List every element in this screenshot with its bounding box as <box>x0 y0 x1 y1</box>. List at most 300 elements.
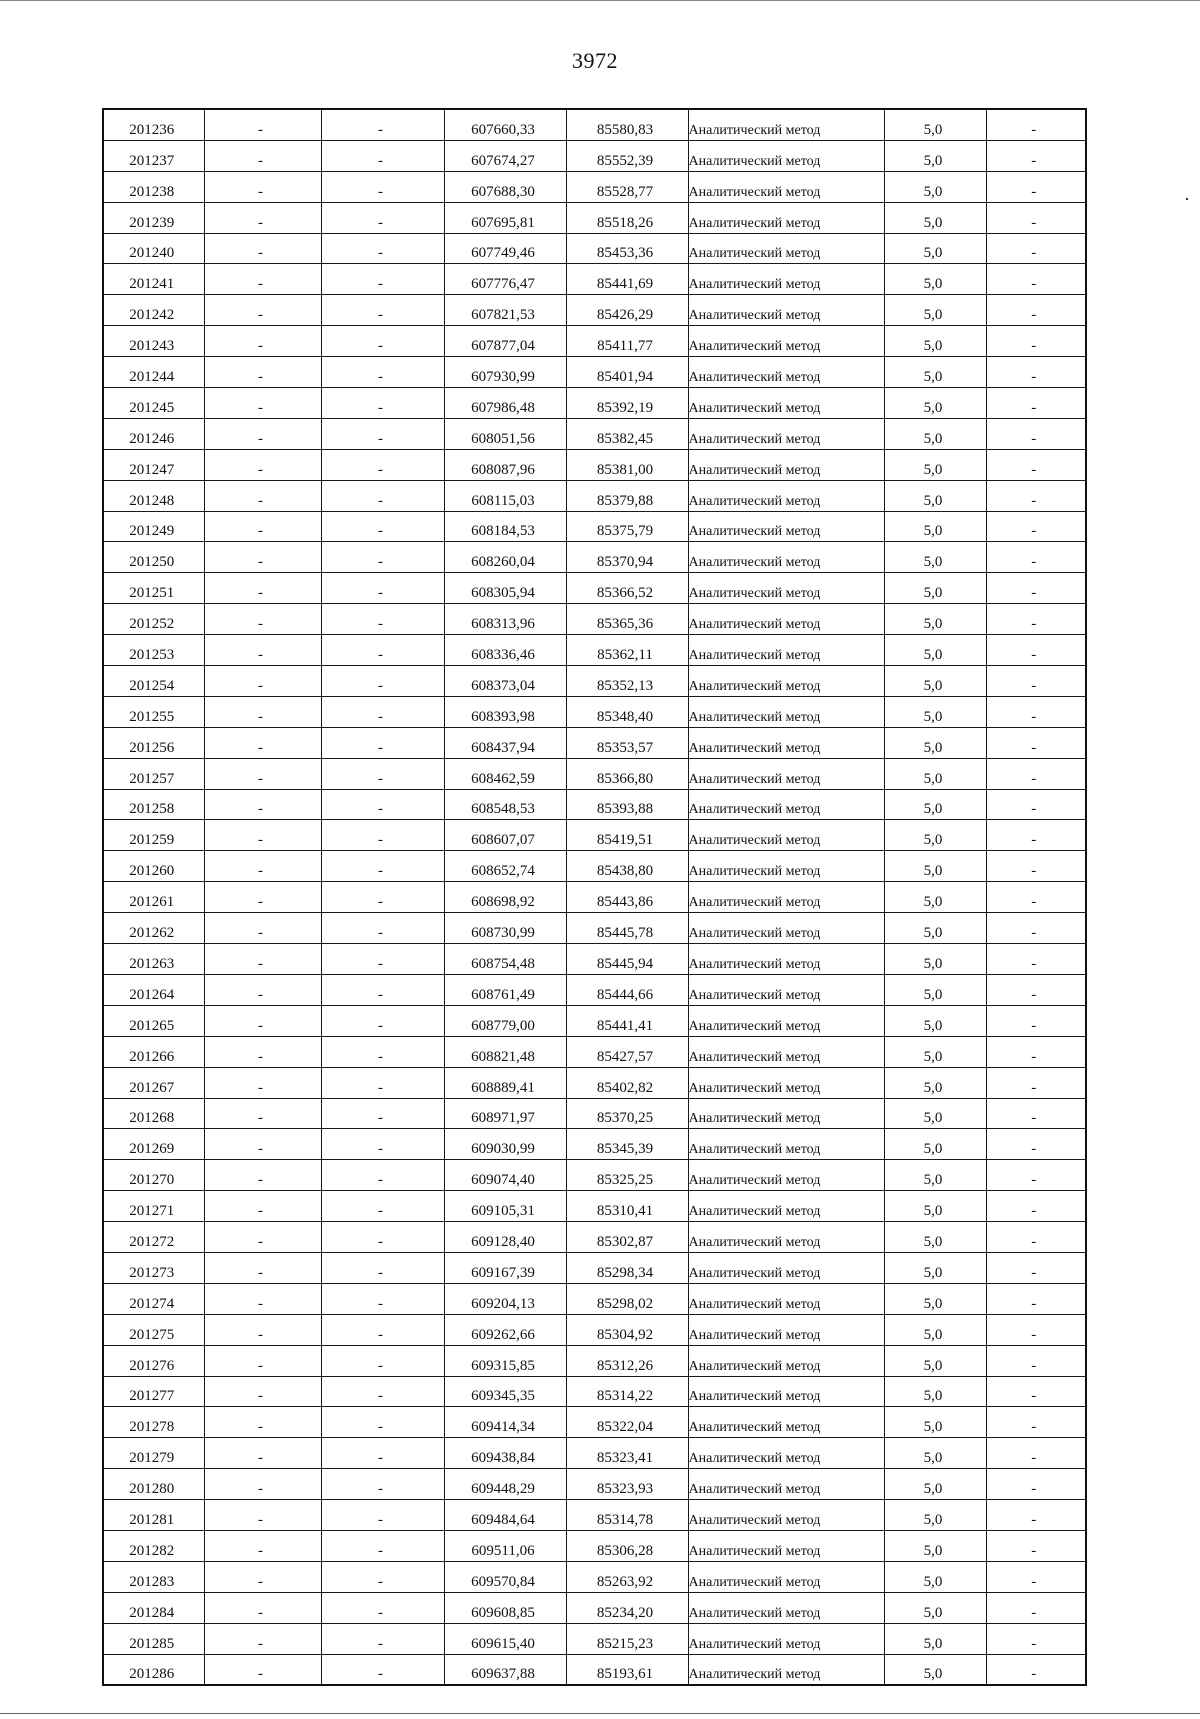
point-number-cell: 201266 <box>103 1036 204 1067</box>
accuracy-cell: 5,0 <box>884 326 986 357</box>
table-row <box>103 1500 1086 1531</box>
accuracy-cell: 5,0 <box>884 1561 986 1592</box>
point-number-cell: 201273 <box>103 1252 204 1283</box>
table-row <box>103 233 1086 264</box>
x-coordinate-cell: 608373,04 <box>444 666 566 697</box>
y-coordinate-cell: 85348,40 <box>566 696 688 727</box>
accuracy-cell: 5,0 <box>884 140 986 171</box>
accuracy-cell: 5,0 <box>884 635 986 666</box>
empty-col-a-cell: - <box>204 449 321 480</box>
accuracy-cell: 5,0 <box>884 1252 986 1283</box>
table-row <box>103 202 1086 233</box>
point-number-cell: 201280 <box>103 1469 204 1500</box>
note-cell: - <box>986 1160 1086 1191</box>
empty-col-b-cell: - <box>321 1160 444 1191</box>
table-row <box>103 1283 1086 1314</box>
empty-col-b-cell: - <box>321 1592 444 1623</box>
y-coordinate-cell: 85445,94 <box>566 944 688 975</box>
y-coordinate-cell: 85370,25 <box>566 1098 688 1129</box>
method-cell: Аналитический метод <box>688 140 884 171</box>
point-number-cell: 201250 <box>103 542 204 573</box>
x-coordinate-cell: 609262,66 <box>444 1314 566 1345</box>
x-coordinate-cell: 609615,40 <box>444 1623 566 1654</box>
empty-col-a-cell: - <box>204 511 321 542</box>
table-row <box>103 326 1086 357</box>
empty-col-b-cell: - <box>321 202 444 233</box>
accuracy-cell: 5,0 <box>884 1005 986 1036</box>
table-row <box>103 140 1086 171</box>
method-cell: Аналитический метод <box>688 696 884 727</box>
empty-col-b-cell: - <box>321 511 444 542</box>
note-cell: - <box>986 1623 1086 1654</box>
method-cell: Аналитический метод <box>688 882 884 913</box>
table-row <box>103 1623 1086 1654</box>
point-number-cell: 201282 <box>103 1530 204 1561</box>
table-row <box>103 1191 1086 1222</box>
note-cell: - <box>986 233 1086 264</box>
accuracy-cell: 5,0 <box>884 1283 986 1314</box>
table-row <box>103 480 1086 511</box>
note-cell: - <box>986 1036 1086 1067</box>
note-cell: - <box>986 1561 1086 1592</box>
empty-col-b-cell: - <box>321 1129 444 1160</box>
y-coordinate-cell: 85365,36 <box>566 604 688 635</box>
empty-col-b-cell: - <box>321 1005 444 1036</box>
method-cell: Аналитический метод <box>688 1036 884 1067</box>
x-coordinate-cell: 609204,13 <box>444 1283 566 1314</box>
empty-col-a-cell: - <box>204 171 321 202</box>
empty-col-b-cell: - <box>321 1376 444 1407</box>
empty-col-b-cell: - <box>321 1252 444 1283</box>
method-cell: Аналитический метод <box>688 202 884 233</box>
point-number-cell: 201263 <box>103 944 204 975</box>
x-coordinate-cell: 609570,84 <box>444 1561 566 1592</box>
y-coordinate-cell: 85382,45 <box>566 418 688 449</box>
empty-col-b-cell: - <box>321 388 444 419</box>
y-coordinate-cell: 85215,23 <box>566 1623 688 1654</box>
x-coordinate-cell: 608821,48 <box>444 1036 566 1067</box>
x-coordinate-cell: 608393,98 <box>444 696 566 727</box>
y-coordinate-cell: 85427,57 <box>566 1036 688 1067</box>
y-coordinate-cell: 85401,94 <box>566 357 688 388</box>
point-number-cell: 201271 <box>103 1191 204 1222</box>
point-number-cell: 201258 <box>103 789 204 820</box>
point-number-cell: 201256 <box>103 727 204 758</box>
empty-col-a-cell: - <box>204 1252 321 1283</box>
point-number-cell: 201278 <box>103 1407 204 1438</box>
x-coordinate-cell: 608115,03 <box>444 480 566 511</box>
note-cell: - <box>986 326 1086 357</box>
empty-col-a-cell: - <box>204 1469 321 1500</box>
empty-col-a-cell: - <box>204 388 321 419</box>
point-number-cell: 201245 <box>103 388 204 419</box>
point-number-cell: 201260 <box>103 851 204 882</box>
table-row <box>103 264 1086 295</box>
method-cell: Аналитический метод <box>688 727 884 758</box>
note-cell: - <box>986 264 1086 295</box>
empty-col-a-cell: - <box>204 974 321 1005</box>
y-coordinate-cell: 85379,88 <box>566 480 688 511</box>
note-cell: - <box>986 1376 1086 1407</box>
point-number-cell: 201272 <box>103 1222 204 1253</box>
method-cell: Аналитический метод <box>688 666 884 697</box>
y-coordinate-cell: 85375,79 <box>566 511 688 542</box>
accuracy-cell: 5,0 <box>884 264 986 295</box>
method-cell: Аналитический метод <box>688 1345 884 1376</box>
point-number-cell: 201242 <box>103 295 204 326</box>
y-coordinate-cell: 85392,19 <box>566 388 688 419</box>
point-number-cell: 201269 <box>103 1129 204 1160</box>
point-number-cell: 201253 <box>103 635 204 666</box>
accuracy-cell: 5,0 <box>884 418 986 449</box>
point-number-cell: 201276 <box>103 1345 204 1376</box>
y-coordinate-cell: 85552,39 <box>566 140 688 171</box>
method-cell: Аналитический метод <box>688 1561 884 1592</box>
table-row <box>103 913 1086 944</box>
method-cell: Аналитический метод <box>688 1500 884 1531</box>
table-body <box>103 109 1086 1685</box>
empty-col-a-cell: - <box>204 542 321 573</box>
empty-col-b-cell: - <box>321 1283 444 1314</box>
method-cell: Аналитический метод <box>688 1067 884 1098</box>
table-row <box>103 357 1086 388</box>
point-number-cell: 201268 <box>103 1098 204 1129</box>
method-cell: Аналитический метод <box>688 913 884 944</box>
accuracy-cell: 5,0 <box>884 171 986 202</box>
y-coordinate-cell: 85580,83 <box>566 109 688 140</box>
empty-col-a-cell: - <box>204 635 321 666</box>
y-coordinate-cell: 85426,29 <box>566 295 688 326</box>
y-coordinate-cell: 85445,78 <box>566 913 688 944</box>
method-cell: Аналитический метод <box>688 388 884 419</box>
empty-col-a-cell: - <box>204 789 321 820</box>
empty-col-b-cell: - <box>321 1036 444 1067</box>
empty-col-b-cell: - <box>321 449 444 480</box>
point-number-cell: 201237 <box>103 140 204 171</box>
empty-col-b-cell: - <box>321 944 444 975</box>
accuracy-cell: 5,0 <box>884 1654 986 1685</box>
y-coordinate-cell: 85362,11 <box>566 635 688 666</box>
x-coordinate-cell: 608730,99 <box>444 913 566 944</box>
empty-col-a-cell: - <box>204 1654 321 1685</box>
note-cell: - <box>986 449 1086 480</box>
point-number-cell: 201243 <box>103 326 204 357</box>
note-cell: - <box>986 573 1086 604</box>
accuracy-cell: 5,0 <box>884 1376 986 1407</box>
y-coordinate-cell: 85322,04 <box>566 1407 688 1438</box>
empty-col-a-cell: - <box>204 140 321 171</box>
table-row <box>103 542 1086 573</box>
method-cell: Аналитический метод <box>688 295 884 326</box>
accuracy-cell: 5,0 <box>884 1160 986 1191</box>
x-coordinate-cell: 608087,96 <box>444 449 566 480</box>
empty-col-a-cell: - <box>204 418 321 449</box>
empty-col-a-cell: - <box>204 264 321 295</box>
table-row <box>103 758 1086 789</box>
y-coordinate-cell: 85370,94 <box>566 542 688 573</box>
table-row <box>103 604 1086 635</box>
accuracy-cell: 5,0 <box>884 727 986 758</box>
accuracy-cell: 5,0 <box>884 944 986 975</box>
empty-col-b-cell: - <box>321 666 444 697</box>
table-row <box>103 882 1086 913</box>
note-cell: - <box>986 851 1086 882</box>
method-cell: Аналитический метод <box>688 449 884 480</box>
table-row <box>103 974 1086 1005</box>
x-coordinate-cell: 607674,27 <box>444 140 566 171</box>
table-row <box>103 449 1086 480</box>
method-cell: Аналитический метод <box>688 1005 884 1036</box>
empty-col-b-cell: - <box>321 1222 444 1253</box>
x-coordinate-cell: 607821,53 <box>444 295 566 326</box>
method-cell: Аналитический метод <box>688 326 884 357</box>
x-coordinate-cell: 607776,47 <box>444 264 566 295</box>
point-number-cell: 201254 <box>103 666 204 697</box>
accuracy-cell: 5,0 <box>884 974 986 1005</box>
table-row <box>103 820 1086 851</box>
method-cell: Аналитический метод <box>688 974 884 1005</box>
x-coordinate-cell: 609448,29 <box>444 1469 566 1500</box>
accuracy-cell: 5,0 <box>884 449 986 480</box>
scan-top-edge <box>0 0 1200 1</box>
point-number-cell: 201270 <box>103 1160 204 1191</box>
method-cell: Аналитический метод <box>688 1283 884 1314</box>
scan-speck <box>1186 198 1188 200</box>
point-number-cell: 201248 <box>103 480 204 511</box>
method-cell: Аналитический метод <box>688 233 884 264</box>
point-number-cell: 201283 <box>103 1561 204 1592</box>
empty-col-b-cell: - <box>321 171 444 202</box>
point-number-cell: 201244 <box>103 357 204 388</box>
method-cell: Аналитический метод <box>688 789 884 820</box>
accuracy-cell: 5,0 <box>884 357 986 388</box>
note-cell: - <box>986 666 1086 697</box>
empty-col-a-cell: - <box>204 1500 321 1531</box>
y-coordinate-cell: 85306,28 <box>566 1530 688 1561</box>
x-coordinate-cell: 608754,48 <box>444 944 566 975</box>
note-cell: - <box>986 727 1086 758</box>
method-cell: Аналитический метод <box>688 1469 884 1500</box>
point-number-cell: 201277 <box>103 1376 204 1407</box>
method-cell: Аналитический метод <box>688 1314 884 1345</box>
y-coordinate-cell: 85325,25 <box>566 1160 688 1191</box>
method-cell: Аналитический метод <box>688 1530 884 1561</box>
point-number-cell: 201257 <box>103 758 204 789</box>
y-coordinate-cell: 85441,69 <box>566 264 688 295</box>
empty-col-a-cell: - <box>204 480 321 511</box>
x-coordinate-cell: 608437,94 <box>444 727 566 758</box>
point-number-cell: 201246 <box>103 418 204 449</box>
empty-col-a-cell: - <box>204 295 321 326</box>
table-row <box>103 1036 1086 1067</box>
table-row <box>103 1345 1086 1376</box>
empty-col-b-cell: - <box>321 1500 444 1531</box>
empty-col-a-cell: - <box>204 758 321 789</box>
x-coordinate-cell: 608184,53 <box>444 511 566 542</box>
accuracy-cell: 5,0 <box>884 851 986 882</box>
empty-col-b-cell: - <box>321 326 444 357</box>
x-coordinate-cell: 608313,96 <box>444 604 566 635</box>
note-cell: - <box>986 635 1086 666</box>
accuracy-cell: 5,0 <box>884 1222 986 1253</box>
method-cell: Аналитический метод <box>688 264 884 295</box>
note-cell: - <box>986 1252 1086 1283</box>
empty-col-a-cell: - <box>204 820 321 851</box>
method-cell: Аналитический метод <box>688 944 884 975</box>
note-cell: - <box>986 1067 1086 1098</box>
table-row <box>103 388 1086 419</box>
empty-col-a-cell: - <box>204 696 321 727</box>
note-cell: - <box>986 913 1086 944</box>
point-number-cell: 201251 <box>103 573 204 604</box>
note-cell: - <box>986 357 1086 388</box>
y-coordinate-cell: 85518,26 <box>566 202 688 233</box>
x-coordinate-cell: 609074,40 <box>444 1160 566 1191</box>
empty-col-a-cell: - <box>204 1222 321 1253</box>
x-coordinate-cell: 609030,99 <box>444 1129 566 1160</box>
empty-col-a-cell: - <box>204 1345 321 1376</box>
note-cell: - <box>986 974 1086 1005</box>
empty-col-b-cell: - <box>321 696 444 727</box>
method-cell: Аналитический метод <box>688 1129 884 1160</box>
empty-col-b-cell: - <box>321 1530 444 1561</box>
x-coordinate-cell: 607695,81 <box>444 202 566 233</box>
point-number-cell: 201267 <box>103 1067 204 1098</box>
y-coordinate-cell: 85314,22 <box>566 1376 688 1407</box>
y-coordinate-cell: 85323,41 <box>566 1438 688 1469</box>
empty-col-b-cell: - <box>321 789 444 820</box>
note-cell: - <box>986 1283 1086 1314</box>
x-coordinate-cell: 608336,46 <box>444 635 566 666</box>
y-coordinate-cell: 85366,80 <box>566 758 688 789</box>
empty-col-b-cell: - <box>321 1623 444 1654</box>
table-row <box>103 1129 1086 1160</box>
table-row <box>103 1160 1086 1191</box>
point-number-cell: 201239 <box>103 202 204 233</box>
table-row <box>103 727 1086 758</box>
accuracy-cell: 5,0 <box>884 573 986 604</box>
accuracy-cell: 5,0 <box>884 789 986 820</box>
note-cell: - <box>986 388 1086 419</box>
empty-col-a-cell: - <box>204 573 321 604</box>
table-row <box>103 511 1086 542</box>
empty-col-b-cell: - <box>321 1314 444 1345</box>
empty-col-b-cell: - <box>321 820 444 851</box>
x-coordinate-cell: 608779,00 <box>444 1005 566 1036</box>
y-coordinate-cell: 85453,36 <box>566 233 688 264</box>
accuracy-cell: 5,0 <box>884 1036 986 1067</box>
y-coordinate-cell: 85441,41 <box>566 1005 688 1036</box>
method-cell: Аналитический метод <box>688 542 884 573</box>
empty-col-a-cell: - <box>204 1407 321 1438</box>
table-row <box>103 573 1086 604</box>
empty-col-a-cell: - <box>204 1530 321 1561</box>
method-cell: Аналитический метод <box>688 1191 884 1222</box>
table-row <box>103 1407 1086 1438</box>
table-row <box>103 1067 1086 1098</box>
y-coordinate-cell: 85528,77 <box>566 171 688 202</box>
table-row <box>103 1561 1086 1592</box>
point-number-cell: 201264 <box>103 974 204 1005</box>
accuracy-cell: 5,0 <box>884 295 986 326</box>
x-coordinate-cell: 609608,85 <box>444 1592 566 1623</box>
empty-col-a-cell: - <box>204 326 321 357</box>
empty-col-a-cell: - <box>204 882 321 913</box>
table-row <box>103 851 1086 882</box>
accuracy-cell: 5,0 <box>884 1592 986 1623</box>
x-coordinate-cell: 609484,64 <box>444 1500 566 1531</box>
empty-col-a-cell: - <box>204 357 321 388</box>
empty-col-b-cell: - <box>321 1561 444 1592</box>
note-cell: - <box>986 604 1086 635</box>
point-number-cell: 201274 <box>103 1283 204 1314</box>
method-cell: Аналитический метод <box>688 1376 884 1407</box>
empty-col-a-cell: - <box>204 1005 321 1036</box>
empty-col-a-cell: - <box>204 1376 321 1407</box>
table-row <box>103 1438 1086 1469</box>
accuracy-cell: 5,0 <box>884 1623 986 1654</box>
accuracy-cell: 5,0 <box>884 542 986 573</box>
x-coordinate-cell: 609511,06 <box>444 1530 566 1561</box>
x-coordinate-cell: 609315,85 <box>444 1345 566 1376</box>
x-coordinate-cell: 608051,56 <box>444 418 566 449</box>
accuracy-cell: 5,0 <box>884 511 986 542</box>
table-row <box>103 1530 1086 1561</box>
empty-col-b-cell: - <box>321 480 444 511</box>
y-coordinate-cell: 85411,77 <box>566 326 688 357</box>
y-coordinate-cell: 85438,80 <box>566 851 688 882</box>
note-cell: - <box>986 140 1086 171</box>
x-coordinate-cell: 609414,34 <box>444 1407 566 1438</box>
table-row <box>103 635 1086 666</box>
y-coordinate-cell: 85345,39 <box>566 1129 688 1160</box>
note-cell: - <box>986 1530 1086 1561</box>
table-row <box>103 171 1086 202</box>
empty-col-b-cell: - <box>321 140 444 171</box>
accuracy-cell: 5,0 <box>884 1438 986 1469</box>
table-row <box>103 944 1086 975</box>
accuracy-cell: 5,0 <box>884 604 986 635</box>
method-cell: Аналитический метод <box>688 418 884 449</box>
x-coordinate-cell: 608971,97 <box>444 1098 566 1129</box>
x-coordinate-cell: 608462,59 <box>444 758 566 789</box>
empty-col-a-cell: - <box>204 233 321 264</box>
y-coordinate-cell: 85193,61 <box>566 1654 688 1685</box>
empty-col-b-cell: - <box>321 295 444 326</box>
point-number-cell: 201285 <box>103 1623 204 1654</box>
method-cell: Аналитический метод <box>688 851 884 882</box>
point-number-cell: 201286 <box>103 1654 204 1685</box>
table-row <box>103 1654 1086 1685</box>
table-row <box>103 1005 1086 1036</box>
note-cell: - <box>986 1098 1086 1129</box>
empty-col-b-cell: - <box>321 758 444 789</box>
note-cell: - <box>986 1191 1086 1222</box>
note-cell: - <box>986 202 1086 233</box>
x-coordinate-cell: 608607,07 <box>444 820 566 851</box>
empty-col-a-cell: - <box>204 666 321 697</box>
point-number-cell: 201247 <box>103 449 204 480</box>
empty-col-b-cell: - <box>321 264 444 295</box>
x-coordinate-cell: 608305,94 <box>444 573 566 604</box>
accuracy-cell: 5,0 <box>884 388 986 419</box>
accuracy-cell: 5,0 <box>884 1129 986 1160</box>
accuracy-cell: 5,0 <box>884 1530 986 1561</box>
empty-col-b-cell: - <box>321 1191 444 1222</box>
x-coordinate-cell: 608889,41 <box>444 1067 566 1098</box>
empty-col-b-cell: - <box>321 882 444 913</box>
x-coordinate-cell: 608260,04 <box>444 542 566 573</box>
